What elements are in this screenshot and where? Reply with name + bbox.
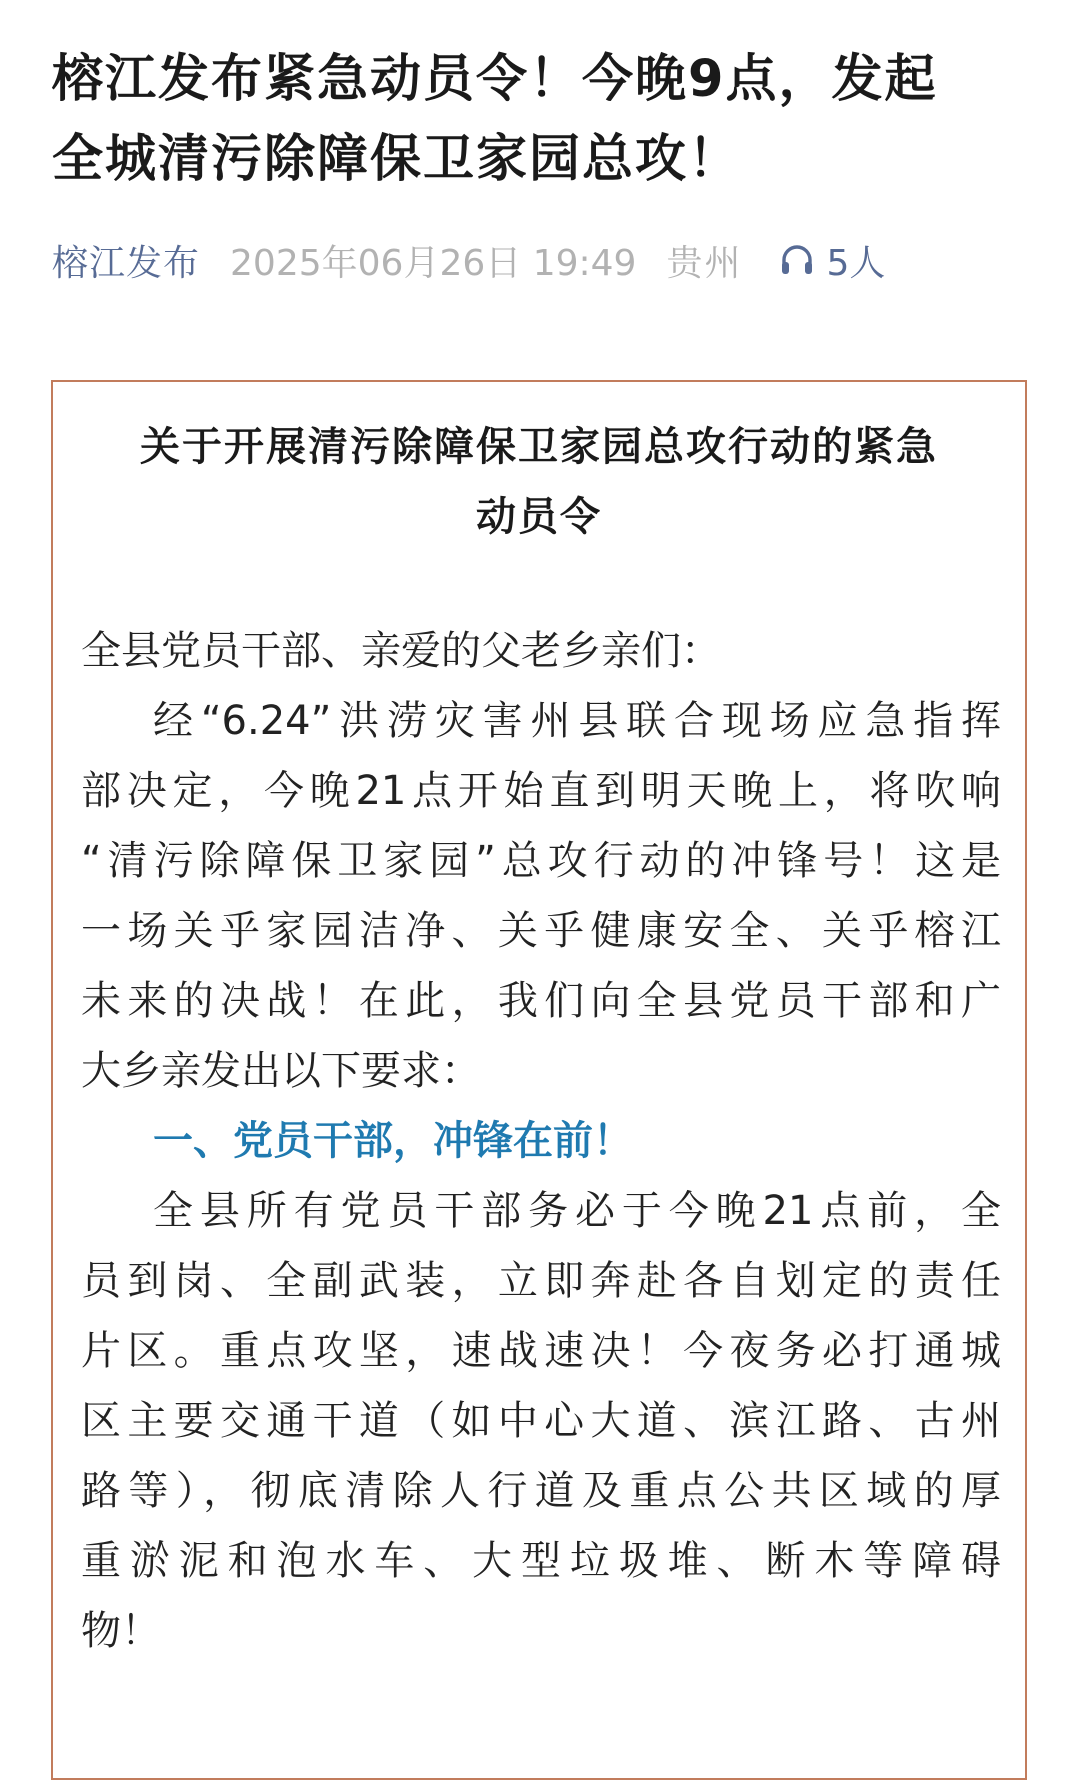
publish-region: 贵州 (666, 242, 743, 284)
notice-heading (53, 412, 1025, 552)
body-line: 区主要交通干道（如中心大道、滨江路、古州 (81, 1398, 1001, 1444)
source-account-link[interactable]: 榕江发布 (52, 242, 201, 284)
body-line: 大乡亲发出以下要求： (81, 1048, 481, 1094)
article-title-line-2: 全城清污除障保卫家园总攻！ (52, 130, 742, 189)
body-line: 经“6.24”洪涝灾害州县联合现场应急指挥 (153, 698, 1001, 744)
body-line: 片区。重点攻坚，速战速决！今夜务必打通城 (81, 1328, 1001, 1374)
body-line: 一场关乎家园洁净、关乎健康安全、关乎榕江 (81, 908, 1001, 954)
notice-document (51, 380, 1027, 1780)
body-line: 路等），彻底清除人行道及重点公共区域的厚 (81, 1468, 1001, 1514)
listen-button[interactable] (778, 235, 885, 286)
listener-count: 5人 (826, 242, 886, 284)
article-meta (52, 232, 885, 288)
notice-heading-line-1: 关于开展清污除障保卫家园总攻行动的紧急 (140, 424, 938, 470)
notice-heading-line-2: 动员令 (476, 494, 602, 540)
body-line: 全县所有党员干部务必于今晚21点前，全 (153, 1188, 1001, 1234)
body-line: 员到岗、全副武装，立即奔赴各自划定的责任 (81, 1258, 1001, 1304)
body-line: 未来的决战！在此，我们向全县党员干部和广 (81, 978, 1001, 1024)
article-title-line-1: 榕江发布紧急动员令！今晚9点，发起 (52, 50, 938, 109)
article-title (52, 40, 1042, 200)
body-line: 物！ (81, 1608, 161, 1654)
body-line: 重淤泥和泡水车、大型垃圾堆、断木等障碍 (81, 1538, 1001, 1584)
body-line: 部决定，今晚21点开始直到明天晚上，将吹响 (81, 768, 1001, 814)
publish-date: 2025年06月26日 19:49 (230, 242, 637, 284)
headphones-icon (778, 241, 816, 279)
salutation: 全县党员干部、亲爱的父老乡亲们： (81, 628, 721, 674)
section-heading: 一、党员干部，冲锋在前！ (153, 1118, 633, 1164)
notice-body (81, 616, 1001, 1666)
body-line: “清污除障保卫家园”总攻行动的冲锋号！这是 (81, 838, 1001, 884)
